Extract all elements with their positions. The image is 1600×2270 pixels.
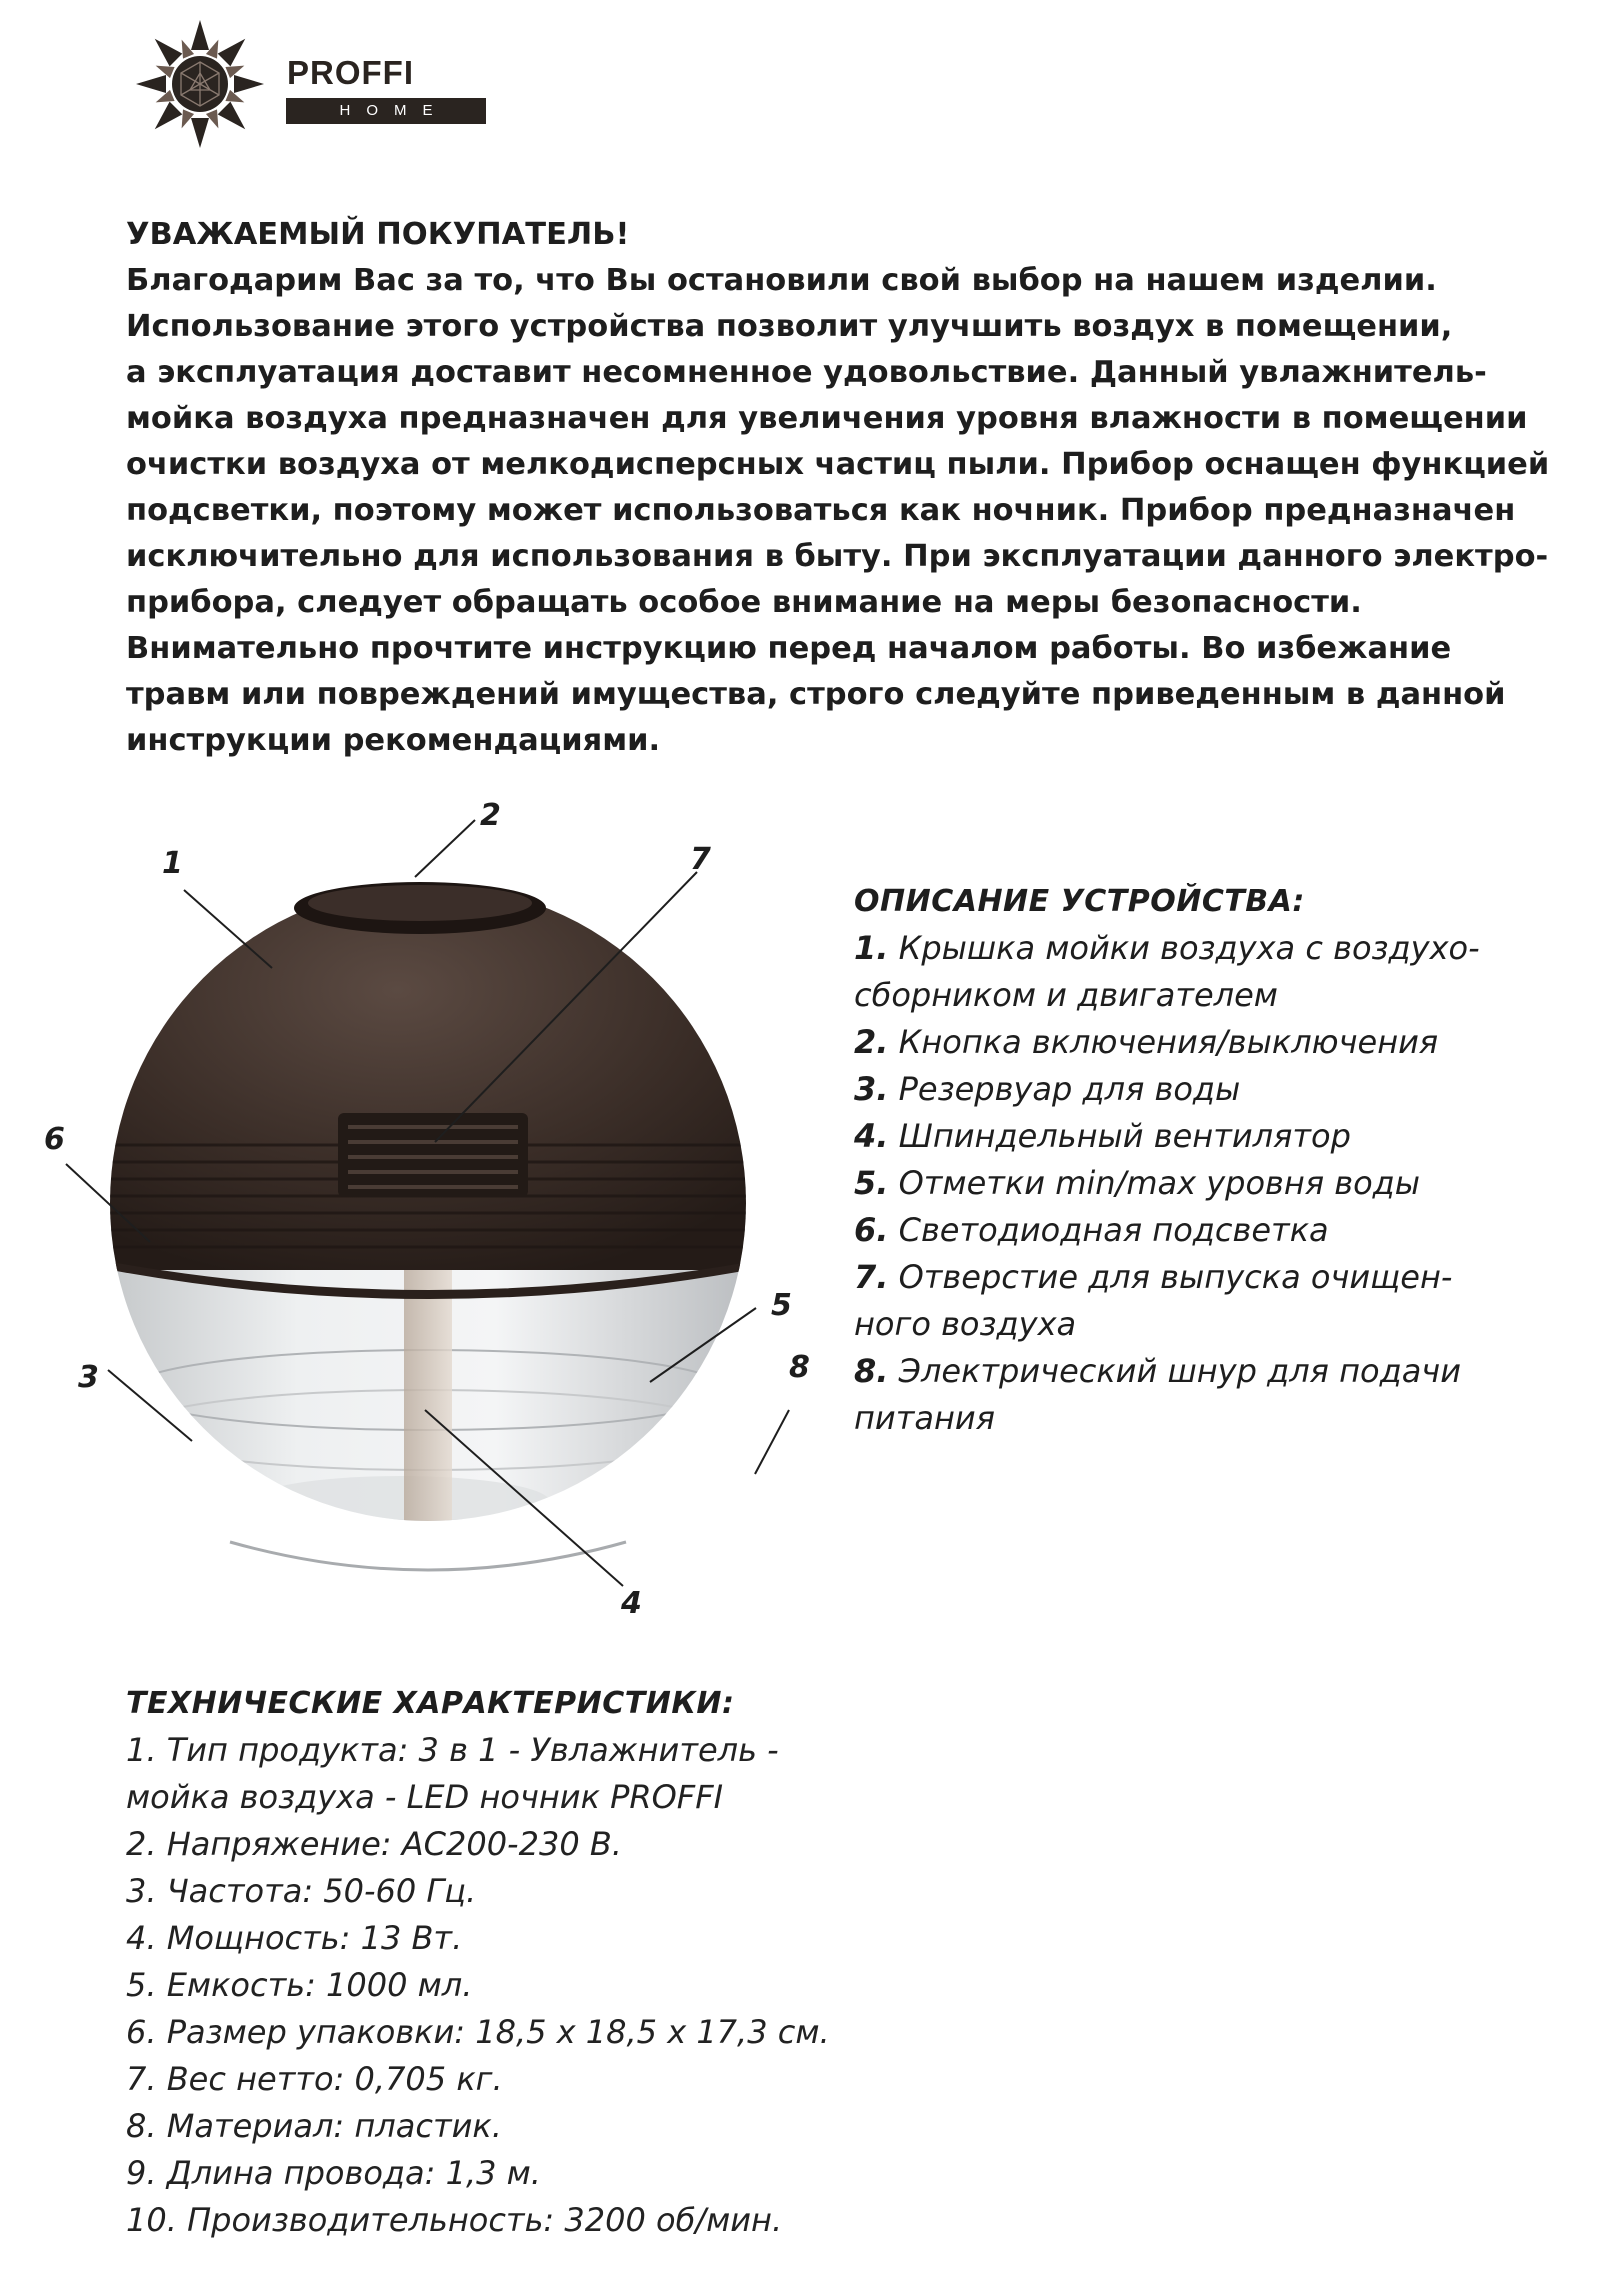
callout-7: 7 bbox=[690, 842, 711, 877]
intro-line: а эксплуатация доставит несомненное удовольствие. Данный увлажнитель- bbox=[126, 355, 1487, 390]
list-item: питания bbox=[854, 1399, 995, 1437]
list-item: мойка воздуха - LED ночник PROFFI bbox=[126, 1778, 724, 1816]
intro-line: УВАЖАЕМЫЙ ПОКУПАТЕЛЬ! bbox=[126, 217, 630, 252]
intro-line: подсветки, поэтому может использоваться как ночник. Прибор предназначен bbox=[126, 493, 1516, 528]
list-item: 5. Отметки min/max уровня воды bbox=[854, 1164, 1421, 1202]
list-item: ного воздуха bbox=[854, 1305, 1077, 1343]
list-item: 4. Шпиндельный вентилятор bbox=[854, 1117, 1351, 1155]
intro-line: Внимательно прочтите инструкцию перед началом работы. Во избежание bbox=[126, 631, 1452, 666]
intro-line: инструкции рекомендациями. bbox=[126, 723, 661, 758]
intro-line: исключительно для использования в быту. При эксплуатации данного электро- bbox=[126, 539, 1549, 574]
brand-sub: HOME bbox=[286, 98, 486, 124]
list-item: 1. Крышка мойки воздуха с воздухо- bbox=[854, 929, 1480, 967]
list-item: 5. Емкость: 1000 мл. bbox=[126, 1966, 473, 2004]
list-item: 6. Размер упаковки: 18,5 х 18,5 х 17,3 см. bbox=[126, 2013, 830, 2051]
description-list bbox=[854, 925, 1584, 1442]
intro-line: очистки воздуха от мелкодисперсных частиц пыли. Прибор оснащен функцией bbox=[126, 447, 1550, 482]
intro-text bbox=[126, 212, 1586, 764]
callout-2: 2 bbox=[480, 798, 501, 833]
spindle-fan bbox=[404, 1260, 452, 1540]
callout-5: 5 bbox=[771, 1288, 792, 1323]
callout-4: 4 bbox=[621, 1586, 642, 1621]
intro-line: травм или повреждений имущества, строго следуйте приведенным в данной bbox=[126, 677, 1506, 712]
callout-6: 6 bbox=[44, 1122, 65, 1157]
device-description bbox=[854, 884, 1584, 1442]
list-item: 3. Резервуар для воды bbox=[854, 1070, 1241, 1108]
list-item: 4. Мощность: 13 Вт. bbox=[126, 1919, 463, 1957]
device-diagram bbox=[0, 790, 860, 1650]
list-item: 7. Вес нетто: 0,705 кг. bbox=[126, 2060, 503, 2098]
description-title: ОПИСАНИЕ УСТРОЙСТВА: bbox=[854, 884, 1305, 919]
list-item: 1. Тип продукта: 3 в 1 - Увлажнитель - bbox=[126, 1731, 779, 1769]
specs-list bbox=[126, 1727, 1026, 2244]
list-item: 10. Производительность: 3200 об/мин. bbox=[126, 2201, 783, 2239]
intro-line: мойка воздуха предназначен для увеличения уровня влажности в помещении bbox=[126, 401, 1528, 436]
humidifier-illustration bbox=[0, 790, 860, 1650]
list-item: 6. Светодиодная подсветка bbox=[854, 1211, 1329, 1249]
intro-line: Благодарим Вас за то, что Вы остановили свой выбор на нашем изделии. bbox=[126, 263, 1437, 298]
specs-title: ТЕХНИЧЕСКИЕ ХАРАКТЕРИСТИКИ: bbox=[126, 1686, 735, 1721]
list-item: 3. Частота: 50-60 Гц. bbox=[126, 1872, 477, 1910]
list-item: 8. Электрический шнур для подачи bbox=[854, 1352, 1461, 1390]
list-item: 7. Отверстие для выпуска очищен- bbox=[854, 1258, 1453, 1296]
list-item: 9. Длина провода: 1,3 м. bbox=[126, 2154, 541, 2192]
callout-1: 1 bbox=[162, 846, 183, 881]
list-item: 8. Материал: пластик. bbox=[126, 2107, 502, 2145]
list-item: сборником и двигателем bbox=[854, 976, 1278, 1014]
intro-line: Использование этого устройства позволит улучшить воздух в помещении, bbox=[126, 309, 1453, 344]
intro-line: прибора, следует обращать особое внимание на меры безопасности. bbox=[126, 585, 1362, 620]
brand-logo bbox=[120, 14, 500, 154]
technical-specs bbox=[126, 1686, 1026, 2244]
star-logo-icon bbox=[120, 14, 280, 154]
callout-3: 3 bbox=[78, 1360, 99, 1395]
list-item: 2. Напряжение: АС200-230 В. bbox=[126, 1825, 622, 1863]
list-item: 2. Кнопка включения/выключения bbox=[854, 1023, 1439, 1061]
brand-name: PROFFI bbox=[287, 54, 414, 91]
callout-8: 8 bbox=[789, 1350, 810, 1385]
